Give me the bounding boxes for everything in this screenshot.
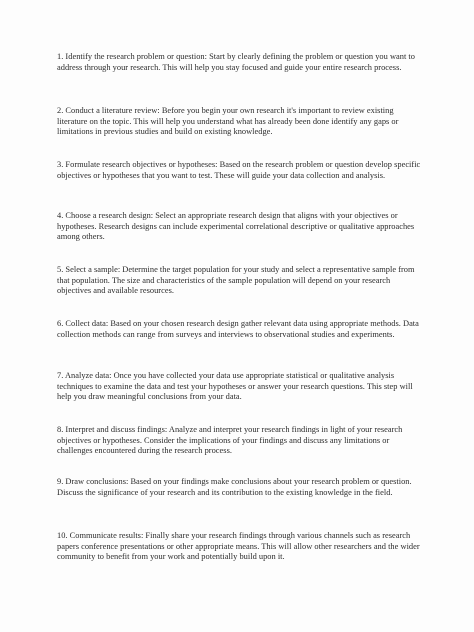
paragraph-step-6: 6. Collect data: Based on your chosen research design gather relevant data using appropriate methods. Data collection methods can range from surveys and interviews to observational studies and experiments. (57, 319, 419, 339)
paragraph-step-4: 4. Choose a research design: Select an appropriate research design that aligns with your objectives or hypotheses. Research designs can include experimental correlational descriptive or qualitative approaches among others. (57, 211, 415, 242)
paragraph-step-7: 7. Analyze data: Once you have collected your data use appropriate statistical or qualitative analysis techniques to examine the data and test your hypotheses or answer your research questions. This step will help you draw meaningful conclusions from your data. (57, 371, 413, 402)
paragraph-step-9: 9. Draw conclusions: Based on your findings make conclusions about your research problem or question. Discuss the significance of your research and its contribution to the existing knowledge in the field. (57, 477, 412, 497)
paragraph-step-3: 3. Formulate research objectives or hypotheses: Based on the research problem or question develop specific objectives or hypotheses that you want to test. These will guide your data collection and analysis. (57, 160, 421, 180)
paragraph-step-1: 1. Identify the research problem or question: Start by clearly defining the problem or question you want to address through your research. This will help you stay focused and guide your entire research process. (57, 52, 415, 72)
paragraph-step-5: 5. Select a sample: Determine the target population for your study and select a representative sample from that population. The size and characteristics of the sample population will depend on your research objectives and available resources. (57, 265, 415, 296)
paragraph-step-8: 8. Interpret and discuss findings: Analyze and interpret your research findings in light of your research objectives or hypotheses. Consider the implications of your findings and discuss any limitations or challenges encountered during the research process. (57, 425, 403, 456)
paragraph-step-2: 2. Conduct a literature review: Before you begin your own research it's important to review existing literature on the topic. This will help you understand what has already been done identify any gaps or limitations in previous studies and build on existing knowledge. (57, 106, 399, 137)
paragraph-step-10: 10. Communicate results: Finally share your research findings through various channels such as research papers conference presentations or other appropriate means. This will allow other researchers and the wider community to benefit from your work and potentially build upon it. (57, 531, 420, 562)
